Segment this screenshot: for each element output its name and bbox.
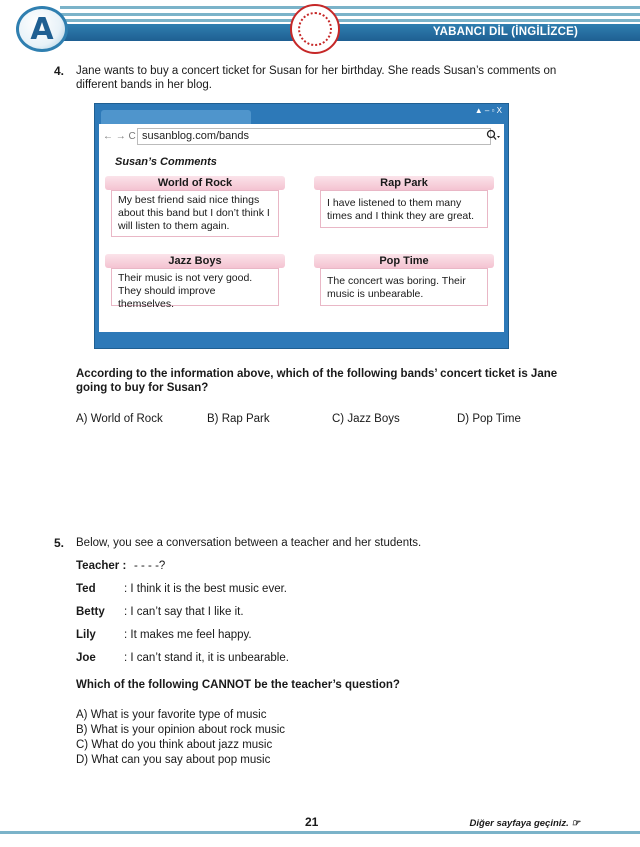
line-ted: : I think it is the best music ever. [124,583,287,595]
band-comment: My best friend said nice things about this band but I don’t think I will listen to them again. [111,190,279,237]
question-5-options [76,708,285,768]
speaker-betty: Betty [76,606,105,618]
line-betty: : I can’t say that I like it. [124,606,244,618]
browser-window [94,103,509,349]
address-bar: susanblog.com/bands [137,128,491,145]
search-icon [486,129,500,144]
question-5-prompt: Which of the following CANNOT be the teacher’s question? [76,679,400,691]
question-4-intro-1: Jane wants to buy a concert ticket for Susan for her birthday. She reads Susan’s comments on [76,65,557,77]
option-a[interactable]: A) What is your favorite type of music [76,709,267,721]
band-comment: Their music is not very good. They should improve themselves. [111,268,279,306]
option-d[interactable]: D) Pop Time [457,413,521,425]
line-lily: : It makes me feel happy. [124,629,252,641]
window-controls: ▲ – ▫ X [474,106,502,115]
next-page-text: Diğer sayfaya geçiniz. [469,818,569,829]
option-b[interactable]: B) Rap Park [207,413,270,425]
nav-arrows: ← → C [103,131,136,142]
band-comment: The concert was boring. Their music is unbearable. [320,268,488,306]
band-card-pop-time [314,254,494,306]
browser-content [99,124,504,332]
line-joe: : I can’t stand it, it is unbearable. [124,652,289,664]
question-4-intro-2: different bands in her blog. [76,79,212,91]
band-card-rap-park [314,176,494,228]
booklet-badge [16,6,68,52]
question-5-intro: Below, you see a conversation between a teacher and her students. [76,537,422,549]
band-card-world-of-rock [105,176,285,237]
header-line [60,19,640,22]
speaker-joe: Joe [76,652,96,664]
footer-line [0,831,640,834]
speaker-ted: Ted [76,583,96,595]
option-a[interactable]: A) World of Rock [76,413,163,425]
band-card-jazz-boys [105,254,285,310]
question-4-prompt-1: According to the information above, which of the following bands’ concert ticket is Jane [76,368,558,380]
next-page-note [470,818,580,829]
line-teacher: - - - -? [134,560,166,572]
browser-tab [101,110,251,124]
header-line [60,13,640,16]
question-4-prompt-2: going to buy for Susan? [76,382,209,394]
question-5-number: 5. [54,536,65,550]
band-name: World of Rock [105,176,285,190]
comments-title: Susan’s Comments [115,156,217,168]
ministry-seal-icon [290,4,340,54]
booklet-letter: A [30,11,54,47]
band-name: Pop Time [314,254,494,268]
option-c[interactable]: C) Jazz Boys [332,413,400,425]
option-c[interactable]: C) What do you think about jazz music [76,739,273,751]
speaker-lily: Lily [76,629,96,641]
option-d[interactable]: D) What can you say about pop music [76,754,271,766]
band-name: Rap Park [314,176,494,190]
speaker-teacher: Teacher : [76,560,127,572]
pointing-hand-icon: ☞ [571,818,580,829]
header-line [60,6,640,9]
question-4-number: 4. [54,64,65,78]
page-number: 21 [305,815,319,829]
band-comment: I have listened to them many times and I think they are great. [320,190,488,228]
subject-title: YABANCI DİL (İNGİLİZCE) [432,26,578,38]
band-name: Jazz Boys [105,254,285,268]
option-b[interactable]: B) What is your opinion about rock music [76,724,286,736]
